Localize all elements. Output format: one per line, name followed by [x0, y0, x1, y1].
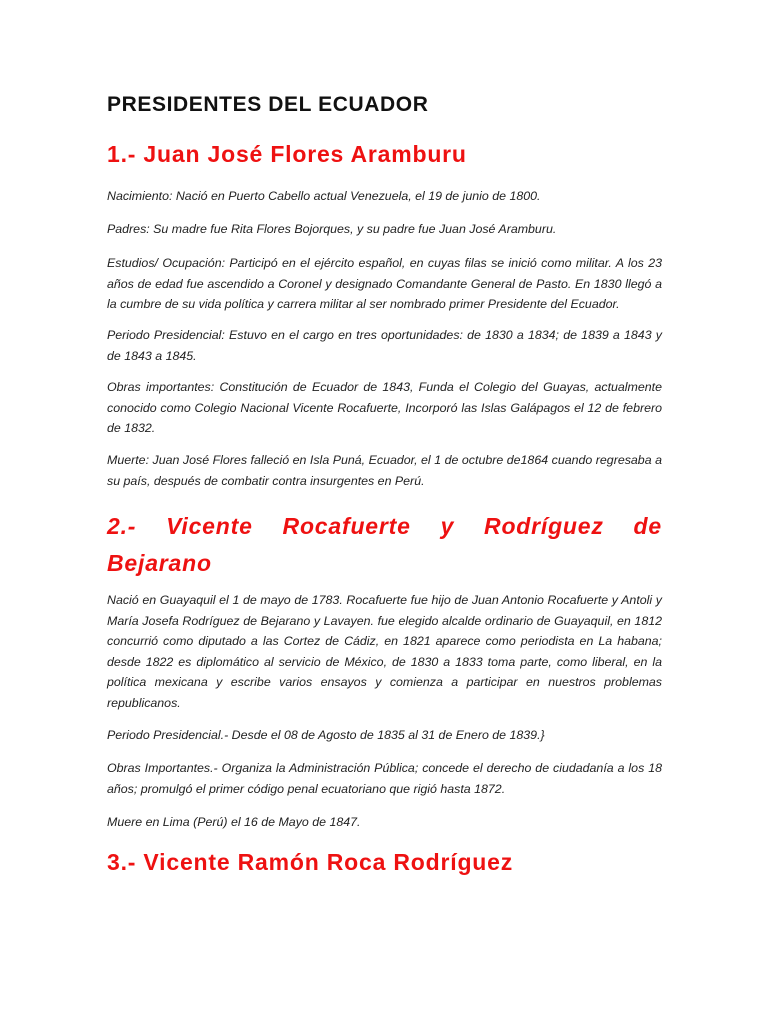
section-1-studies: Estudios/ Ocupación: Participó en el ejército español, en cuyas filas se inició como militar. A los 23 años de edad fue ascendido a Coronel y designado Comandante General de Pasto. En 1830 llegó a la cumbre de su vida política y carrera militar al ser nombrado primer Presidente del Ecuador. [107, 256, 662, 311]
section-2-heading [107, 508, 662, 582]
section-1-heading: 1.- Juan José Flores Aramburu [107, 141, 467, 167]
section-1-works: Obras importantes: Constitución de Ecuador de 1843, Funda el Colegio del Guayas, actualmente conocido como Colegio Nacional Vicente Rocafuerte, Incorporó las Islas Galápagos el 12 de febrero de 1832. [107, 380, 662, 435]
section-2-heading-line2: Bejarano [107, 550, 212, 576]
section-1-death: Muerte: Juan José Flores falleció en Isla Puná, Ecuador, el 1 de octubre de1864 cuando regresaba a su país, después de combatir contra insurgentes en Perú. [107, 453, 662, 488]
section-1-term: Periodo Presidencial: Estuvo en el cargo en tres oportunidades: de 1830 a 1834; de 1839 a 1843 y de 1843 a 1845. [107, 328, 662, 363]
section-2-death: Muere en Lima (Perú) el 16 de Mayo de 1847. [107, 815, 361, 829]
section-2-bio: Nació en Guayaquil el 1 de mayo de 1783. Rocafuerte fue hijo de Juan Antonio Rocafuerte y Antoli y María Josefa Rodríguez de Bejarano y Lavayen. fue elegido alcalde ordinario de Guayaquil, en 1812 concurrió como diputado a las Cortez de Cádiz, en 1821 aparece como periodista en La habana; desde 1822 es diplomático al servicio de México, de 1830 a 1833 toma parte, como liberal, en la política mexicana y escribe varios ensayos y comienza a participar en nuestros problemas republicanos. [107, 593, 662, 710]
section-2-works: Obras Importantes.- Organiza la Administración Pública; concede el derecho de ciudadanía a los 18 años; promulgó el primer código penal ecuatoriano que rigió hasta 1872. [107, 761, 662, 796]
section-1-birth: Nacimiento: Nació en Puerto Cabello actual Venezuela, el 19 de junio de 1800. [107, 189, 541, 203]
section-2-heading-line1: 2.- Vicente Rocafuerte y Rodríguez de [107, 513, 662, 539]
document-title: PRESIDENTES DEL ECUADOR [107, 93, 429, 116]
section-2-term: Periodo Presidencial.- Desde el 08 de Agosto de 1835 al 31 de Enero de 1839.} [107, 728, 545, 742]
section-1-parents: Padres: Su madre fue Rita Flores Bojorques, y su padre fue Juan José Aramburu. [107, 222, 557, 236]
section-3-heading: 3.- Vicente Ramón Roca Rodríguez [107, 849, 514, 875]
